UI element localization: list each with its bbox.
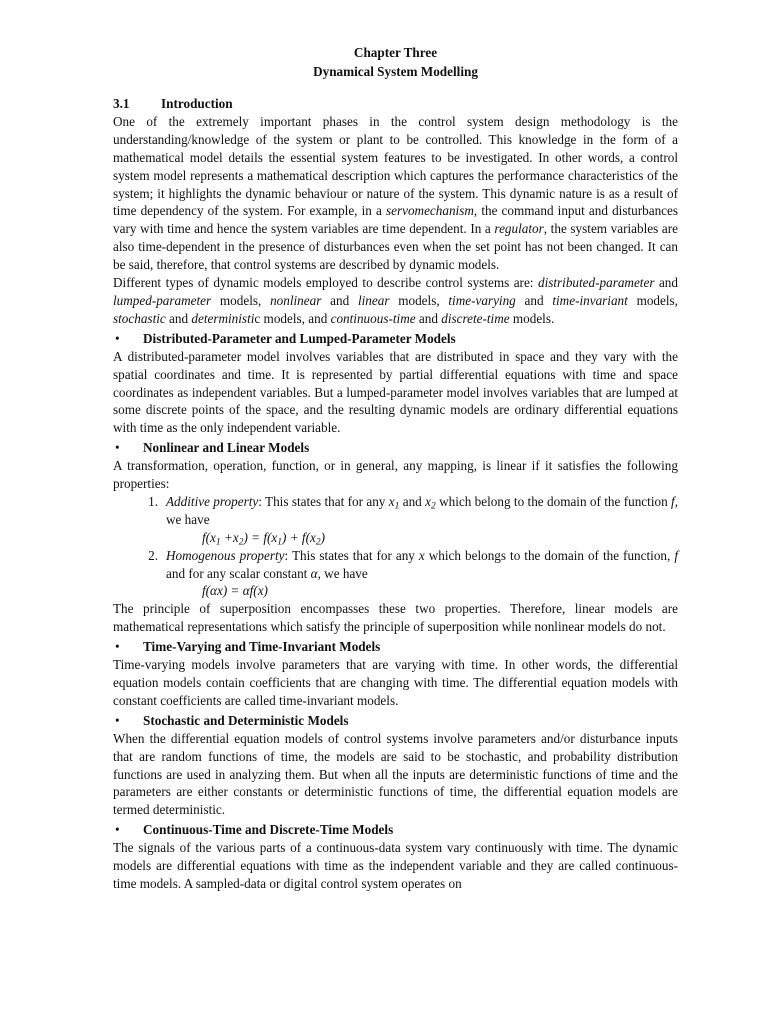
- bullet-icon: •: [115, 712, 120, 728]
- bullet-icon: •: [115, 440, 120, 456]
- list-item-number: 2.: [148, 547, 158, 563]
- superposition-paragraph: The principle of superposition encompasses these two properties. Therefore, linear models are mathematical representations which satisfy the principle of superposition while nonlinear models do not.: [113, 601, 678, 635]
- list-item: [113, 547, 678, 583]
- continuous-paragraph: The signals of the various parts of a continuous-data system vary continuously with time. The dynamic models are differential equations with time as the independent variable and they are called continuous-time models. A sampled-data or digital control system operates on: [113, 840, 678, 891]
- additive-property-text: Additive property: This states that for any $x_1$ and $x_2$ which belong to the domain of the function f, we have: [166, 493, 679, 527]
- subsection-title: Time-Varying and Time-Invariant Models: [143, 639, 381, 655]
- additive-equation: $f(x_1 +x_2) = f(x_1) + f(x_2)$: [202, 529, 325, 548]
- list-item: [113, 493, 678, 529]
- subsection-heading-stochastic: [113, 712, 678, 730]
- subsection-title: Continuous-Time and Discrete-Time Models: [143, 822, 394, 838]
- timevarying-paragraph: Time-varying models involve parameters that are varying with time. In other words, the differential equation models contain coefficients that are changing with time. The differential equation models with constant coefficients are called time-invariant models.: [113, 657, 678, 708]
- section-number: 3.1: [113, 96, 130, 111]
- subsection-title: Stochastic and Deterministic Models: [143, 712, 349, 728]
- homogenous-property-text: Homogenous property: This states that for any x which belongs to the domain of the function, f and for any scalar constant α, we have: [166, 547, 678, 581]
- bullet-icon: •: [115, 639, 120, 655]
- intro-paragraph-2: Different types of dynamic models employed to describe control systems are: distributed-parameter and lumped-parameter models, nonlinear and linear models, time-varying and time-invariant models, stochastic and deterministic models, and continuous-time and discrete-time models.: [113, 275, 678, 326]
- stochastic-paragraph: When the differential equation models of control systems involve parameters and/or disturbance inputs that are random functions of time, the models are said to be stochastic, and probability distribution functions are used in analyzing them. But when all the inputs are deterministic functions of time and the parameters are either constants or deterministic functions of time, the differential equation models are termed deterministic.: [113, 730, 678, 818]
- subsection-heading-distributed: [113, 330, 678, 348]
- chapter-title: Chapter Three: [353, 45, 438, 60]
- list-item-number: 1.: [148, 493, 158, 509]
- section-title: Introduction: [161, 96, 233, 111]
- homogenous-equation: f(αx) = αf(x): [202, 583, 268, 599]
- linearity-properties-list-2: [113, 547, 678, 583]
- nonlinear-intro-paragraph: A transformation, operation, function, or in general, any mapping, is linear if it satisfies the following properties:: [113, 458, 678, 492]
- section-heading: [113, 95, 678, 113]
- linearity-properties-list: [113, 493, 678, 529]
- distributed-paragraph: A distributed-parameter model involves variables that are distributed in space and they vary with the spatial coordinates and time. It is represented by partial differential equations with time and space coordinates as independent variables. But a lumped-parameter model involves variables that are lumped at some discrete points of the space, and the resulting dynamic models are ordinary differential equations with time as the only independent variable.: [113, 348, 678, 436]
- bullet-icon: •: [115, 330, 120, 346]
- bullet-icon: •: [115, 822, 120, 838]
- subsection-title: Nonlinear and Linear Models: [143, 440, 310, 456]
- intro-paragraph-1: One of the extremely important phases in the control system design methodology is the understanding/knowledge of the system or plant to be controlled. This knowledge in the form of a mathematical model details the essential system features to be investigated. In other words, a control system model represents a mathematical description which captures the performance characteristics of the system; it highlights the dynamic behaviour or nature of the system. This dynamic nature is as a result of time dependency of the system. For example, in a servomechanism, the command input and disturbances vary with time and hence the system variables are time dependent. In a regulator, the system variables are also time-dependent in the presence of disturbances even when the set point has not been changed. It can be said, therefore, that control systems are described by dynamic models.: [113, 113, 679, 273]
- chapter-heading: [113, 44, 678, 81]
- subsection-heading-nonlinear: [113, 439, 678, 457]
- subsection-heading-timevarying: [113, 638, 678, 656]
- subsection-title: Distributed-Parameter and Lumped-Parameter Models: [143, 330, 456, 346]
- subsection-heading-continuous: [113, 821, 678, 839]
- chapter-subtitle: Dynamical System Modelling: [313, 63, 478, 79]
